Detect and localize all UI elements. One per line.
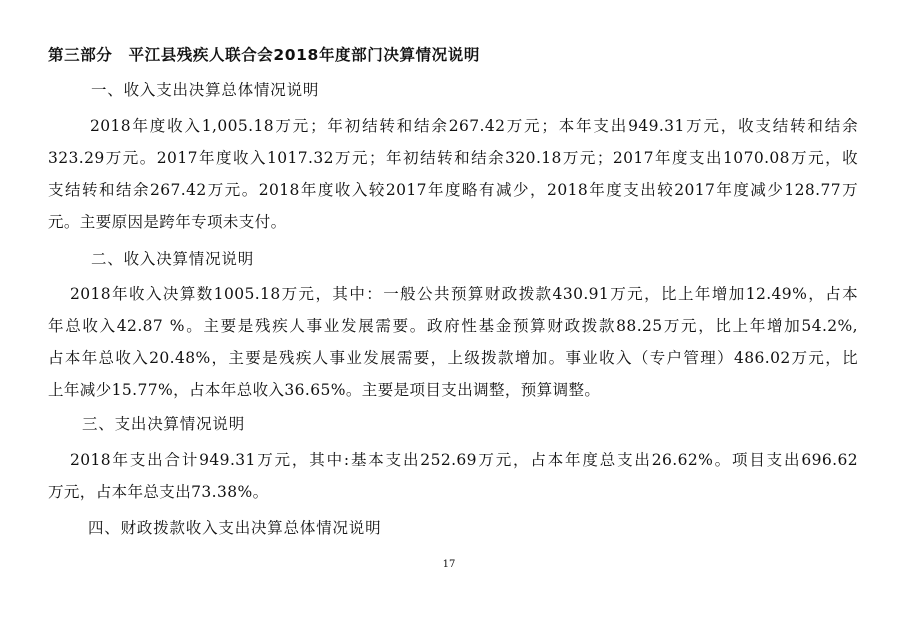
paragraph-line: 2018年支出合计949.31万元，其中:基本支出252.69万元，占本年度总支出26.62%。项目支出696.62 (70, 451, 858, 469)
paragraph-line: 万元，占本年总支出73.38%。 (48, 483, 269, 501)
paragraph-line: 上年减少15.77%，占本年总收入36.65%。主要是项目支出调整，预算调整。 (48, 381, 601, 399)
section-heading: 四、财政拨款收入支出决算总体情况说明 (88, 519, 382, 537)
paragraph-line: 2018年收入决算数1005.18万元，其中：一般公共预算财政拨款430.91万元，比上年增加12.49%，占本 (70, 285, 858, 303)
paragraph-line: 元。主要原因是跨年专项未支付。 (48, 213, 287, 231)
paragraph-line: 占本年总收入20.48%，主要是残疾人事业发展需要，上级拨款增加。事业收入（专户管理）486.02万元，比 (48, 349, 858, 367)
paragraph-line: 323.29万元。2017年度收入1017.32万元；年初结转和结余320.18万元；2017年度支出1070.08万元，收 (48, 149, 858, 167)
paragraph-line: 支结转和结余267.42万元。2018年度收入较2017年度略有减少，2018年度支出较2017年度减少128.77万 (48, 181, 858, 199)
page-number: 17 (442, 559, 456, 570)
document-title: 第三部分 平江县残疾人联合会2018年度部门决算情况说明 (48, 46, 480, 64)
section-heading: 一、收入支出决算总体情况说明 (91, 81, 320, 99)
section-heading: 二、收入决算情况说明 (91, 250, 255, 268)
section-heading: 三、支出决算情况说明 (82, 415, 246, 433)
paragraph-line: 年总收入42.87 %。主要是残疾人事业发展需要。政府性基金预算财政拨款88.25万元，比上年增加54.2%, (48, 317, 858, 335)
paragraph-line: 2018年度收入1,005.18万元；年初结转和结余267.42万元；本年支出949.31万元，收支结转和结余 (90, 117, 858, 135)
